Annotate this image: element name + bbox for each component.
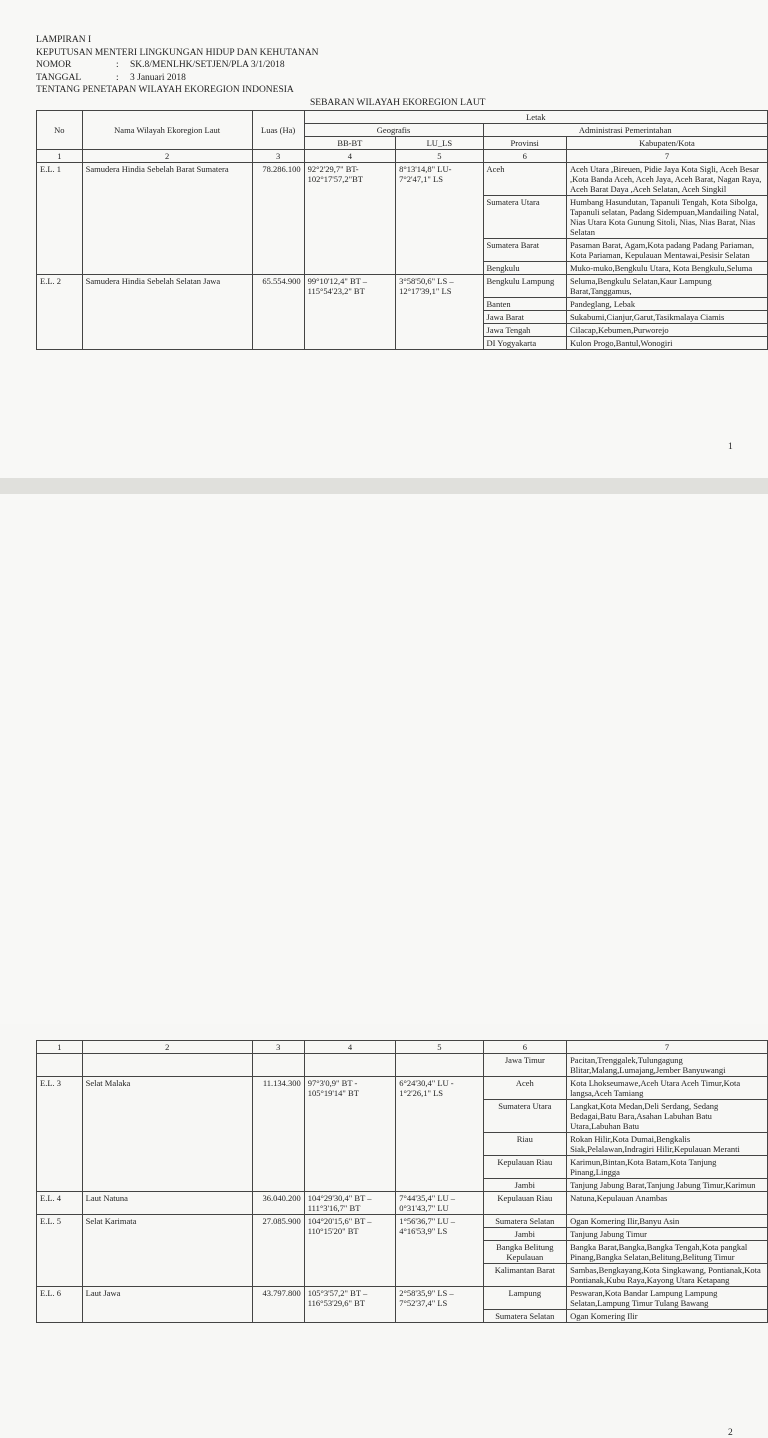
el-number: E.L. 6: [37, 1287, 83, 1323]
province: Aceh: [483, 1077, 566, 1100]
province: Sumatera Utara: [483, 196, 566, 239]
regencies: Cilacap,Kebumen,Purworejo: [566, 324, 767, 337]
table-row: [37, 1287, 768, 1310]
province: Sumatera Selatan: [483, 1310, 566, 1323]
province: Aceh: [483, 163, 566, 196]
empty-cell: [252, 1054, 304, 1077]
empty-cell: [304, 1054, 395, 1077]
province: Lampung: [483, 1287, 566, 1310]
province: Banten: [483, 298, 566, 311]
col-header-no: No: [37, 111, 83, 150]
col-header-geografis: Geografis: [304, 124, 483, 137]
col-number: 1: [37, 150, 83, 163]
regencies: Ogan Komering Ilir,Banyu Asin: [567, 1215, 768, 1228]
province: Sumatera Utara: [483, 1100, 566, 1133]
longitude-range: 92°2'29,7" BT- 102°17'57,2"BT: [304, 163, 396, 275]
tanggal-colon: :: [116, 72, 119, 83]
province: Jawa Barat: [483, 311, 566, 324]
col-header-kabupaten: Kabupaten/Kota: [566, 137, 767, 150]
lampiran-line: LAMPIRAN I: [36, 35, 92, 45]
col-number: 3: [252, 150, 304, 163]
province: Kalimantan Barat: [483, 1264, 566, 1287]
nomor-label: NOMOR: [36, 60, 72, 70]
table-row: [37, 1192, 768, 1215]
col-header-bbbt: BB-BT: [304, 137, 396, 150]
regencies: Sambas,Bengkayang,Kota Singkawang, Pontianak,Kota Pontianak,Kubu Raya,Kayong Utara Ketapang: [567, 1264, 768, 1287]
longitude-range: 104°29'30,4" BT – 111°3'16,7" BT: [304, 1192, 395, 1215]
province: Sumatera Barat: [483, 239, 566, 262]
col-header-luls: LU_LS: [396, 137, 483, 150]
latitude-range: 2°58'35,9" LS – 7°52'37,4" LS: [396, 1287, 483, 1323]
area-ha: 43.797.800: [252, 1287, 304, 1323]
table-row: [37, 275, 768, 298]
regencies: Seluma,Bengkulu Selatan,Kaur Lampung Barat,Tanggamus,: [566, 275, 767, 298]
document-page-2: [0, 494, 768, 1438]
column-number-row: [37, 150, 768, 163]
regencies: Kota Lhokseumawe,Aceh Utara Aceh Timur,Kota langsa,Aceh Tamiang: [567, 1077, 768, 1100]
tanggal-value: 3 Januari 2018: [130, 72, 186, 83]
nomor-colon: :: [116, 60, 119, 70]
regencies: Karimun,Bintan,Kota Batam,Kota Tanjung Pinang,Lingga: [567, 1156, 768, 1179]
col-number: 6: [483, 1041, 566, 1054]
column-number-row: [37, 1041, 768, 1054]
nomor-value: SK.8/MENLHK/SETJEN/PLA 3/1/2018: [130, 60, 285, 70]
province: Kepulauan Riau: [483, 1192, 566, 1215]
col-number: 7: [566, 150, 767, 163]
page-separator: [0, 478, 768, 494]
regencies: Bangka Barat,Bangka,Bangka Tengah,Kota pangkal Pinang,Bangka Selatan,Belitung,Belitung Timur: [567, 1241, 768, 1264]
regencies: Tanjung Jabung Timur: [567, 1228, 768, 1241]
header-row-1: [37, 111, 768, 124]
col-number: 4: [304, 1041, 395, 1054]
ecoregion-name: Laut Natuna: [82, 1192, 252, 1215]
page-number: 2: [728, 1428, 733, 1438]
regencies: Langkat,Kota Medan,Deli Serdang, Sedang Bedagai,Batu Bara,Asahan Labuhan Batu Utara,Labuhan Batu: [567, 1100, 768, 1133]
ecoregion-table-page-2: [36, 1040, 768, 1323]
table-row: [37, 163, 768, 196]
el-number: E.L. 5: [37, 1215, 83, 1287]
tanggal-line: [36, 72, 319, 85]
regencies: Peswaran,Kota Bandar Lampung Lampung Selatan,Lampung Timur Tulang Bawang: [567, 1287, 768, 1310]
province: Jambi: [483, 1228, 566, 1241]
empty-cell: [82, 1054, 252, 1077]
province: Jawa Tengah: [483, 324, 566, 337]
province: Kepulauan Riau: [483, 1156, 566, 1179]
regencies: Pasaman Barat, Agam,Kota padang Padang Pariaman, Kota Pariaman, Kepulauan Mentawai,Pesisir Selatan: [566, 239, 767, 262]
col-number: 1: [37, 1041, 83, 1054]
table-row: [37, 1054, 768, 1077]
regencies: Ogan Komering Ilir: [567, 1310, 768, 1323]
table-row: [37, 1077, 768, 1100]
col-number: 4: [304, 150, 396, 163]
province: Riau: [483, 1133, 566, 1156]
province: DI Yogyakarta: [483, 337, 566, 350]
ecoregion-name: Laut Jawa: [82, 1287, 252, 1323]
area-ha: 65.554.900: [252, 275, 304, 350]
col-number: 2: [82, 150, 252, 163]
regencies: Pandeglang, Lebak: [566, 298, 767, 311]
col-number: 5: [396, 150, 483, 163]
area-ha: 27.085.900: [252, 1215, 304, 1287]
el-number: E.L. 3: [37, 1077, 83, 1192]
province: Sumatera Selatan: [483, 1215, 566, 1228]
col-header-provinsi: Provinsi: [483, 137, 566, 150]
regencies: Muko-muko,Bengkulu Utara, Kota Bengkulu,Seluma: [566, 262, 767, 275]
el-number: E.L. 2: [37, 275, 83, 350]
longitude-range: 105°3'57,2" BT – 116°53'29,6" BT: [304, 1287, 395, 1323]
province: Jawa Timur: [483, 1054, 566, 1077]
longitude-range: 97°3'0,9" BT - 105°19'14" BT: [304, 1077, 395, 1192]
province: Bangka Belitung Kepulauan: [483, 1241, 566, 1264]
latitude-range: 1°56'36,7" LU – 4°16'53,9" LS: [396, 1215, 483, 1287]
latitude-range: 3°58'50,6" LS – 12°17'39,1" LS: [396, 275, 483, 350]
col-header-letak: Letak: [304, 111, 767, 124]
el-number: E.L. 4: [37, 1192, 83, 1215]
area-ha: 78.286.100: [252, 163, 304, 275]
el-number: E.L. 1: [37, 163, 83, 275]
regencies: Tanjung Jabung Barat,Tanjung Jabung Timur,Karimun: [567, 1179, 768, 1192]
col-header-nama: Nama Wilayah Ekoregion Laut: [82, 111, 252, 150]
regencies: Kulon Progo,Bantul,Wonogiri: [566, 337, 767, 350]
keputusan-line: KEPUTUSAN MENTERI LINGKUNGAN HIDUP DAN KEHUTANAN: [36, 47, 319, 58]
latitude-range: 8°13'14,8" LU- 7°2'47,1" LS: [396, 163, 483, 275]
regencies: Natuna,Kepulauan Anambas: [567, 1192, 768, 1215]
ecoregion-name: Selat Karimata: [82, 1215, 252, 1287]
col-number: 5: [396, 1041, 483, 1054]
regencies: Pacitan,Trenggalek,Tulungagung Blitar,Malang,Lumajang,Jember Banyuwangi: [567, 1054, 768, 1077]
province: Jambi: [483, 1179, 566, 1192]
regencies: Humbang Hasundutan, Tapanuli Tengah, Kota Sibolga, Tapanuli selatan, Padang Sidempuan,Mandailing Natal, Nias Utara Kota Gunung Sitoli, Nias, Nias Barat, Nias Selatan: [566, 196, 767, 239]
regencies: Rokan Hilir,Kota Dumai,Bengkalis Siak,Pelalawan,Indragiri Hilir,Kepulauan Meranti: [567, 1133, 768, 1156]
table-title: SEBARAN WILAYAH EKOREGION LAUT: [310, 98, 486, 108]
nomor-line: [36, 59, 319, 72]
area-ha: 11.134.300: [252, 1077, 304, 1192]
col-number: 6: [483, 150, 566, 163]
table-row: [37, 1215, 768, 1228]
longitude-range: 99°10'12,4" BT – 115°54'23,2" BT: [304, 275, 396, 350]
province: Bengkulu: [483, 262, 566, 275]
longitude-range: 104°20'15,6" BT – 110°15'20" BT: [304, 1215, 395, 1287]
col-header-admin: Administrasi Pemerintahan: [483, 124, 767, 137]
col-number: 2: [82, 1041, 252, 1054]
document-page-1: [0, 0, 768, 478]
tanggal-label: TANGGAL: [36, 72, 82, 83]
ecoregion-table-page-1: [36, 110, 768, 350]
ecoregion-name: Samudera Hindia Sebelah Selatan Jawa: [82, 275, 252, 350]
regencies: Sukabumi,Cianjur,Garut,Tasikmalaya Ciamis: [566, 311, 767, 324]
empty-cell: [37, 1054, 83, 1077]
col-header-luas: Luas (Ha): [252, 111, 304, 150]
latitude-range: 7°44'35,4" LU – 0°31'43,7" LU: [396, 1192, 483, 1215]
province: Bengkulu Lampung: [483, 275, 566, 298]
col-number: 7: [567, 1041, 768, 1054]
regencies: Aceh Utara ,Bireuen, Pidie Jaya Kota Sigli, Aceh Besar ,Kota Banda Aceh, Aceh Jaya, Aceh Barat, Nagan Raya, Aceh Barat Daya ,Aceh Selatan, Aceh Singkil: [566, 163, 767, 196]
col-number: 3: [252, 1041, 304, 1054]
ecoregion-name: Samudera Hindia Sebelah Barat Sumatera: [82, 163, 252, 275]
tentang-line: TENTANG PENETAPAN WILAYAH EKOREGION INDONESIA: [36, 85, 294, 95]
area-ha: 36.040.200: [252, 1192, 304, 1215]
decree-header: [36, 34, 319, 97]
page-number: 1: [728, 442, 733, 452]
empty-cell: [396, 1054, 483, 1077]
ecoregion-name: Selat Malaka: [82, 1077, 252, 1192]
latitude-range: 6°24'30,4" LU - 1°2'26,1" LS: [396, 1077, 483, 1192]
